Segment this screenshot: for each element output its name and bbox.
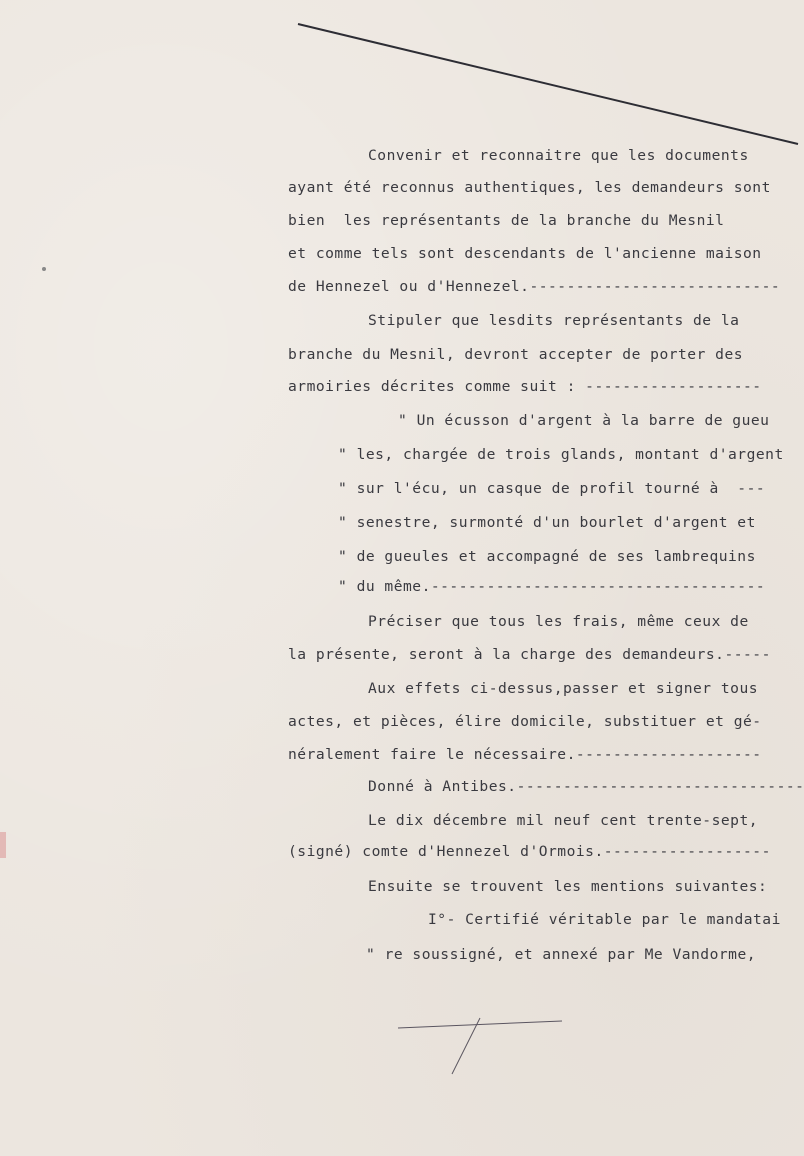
typed-line: Ensuite se trouvent les mentions suivantes: xyxy=(368,878,768,895)
typed-line: bien les représentants de la branche du Mesnil xyxy=(288,212,725,229)
typed-line: " de gueules et accompagné de ses lambrequins xyxy=(338,548,756,565)
typed-line: Le dix décembre mil neuf cent trente-sept, xyxy=(368,812,759,829)
typed-line: " senestre, surmonté d'un bourlet d'argent et xyxy=(338,514,756,531)
typed-line: la présente, seront à la charge des demandeurs.----- xyxy=(288,646,771,663)
typed-line: I°- Certifié véritable par le mandatai xyxy=(428,911,781,928)
typed-line: " les, chargée de trois glands, montant d'argent xyxy=(338,446,784,463)
typed-line: " re soussigné, et annexé par Me Vandorme, xyxy=(366,946,757,963)
typed-line: Aux effets ci-dessus,passer et signer tous xyxy=(368,680,759,697)
typed-line: et comme tels sont descendants de l'ancienne maison xyxy=(288,245,762,262)
typed-line: (signé) comte d'Hennezel d'Ormois.------------------ xyxy=(288,843,771,860)
typed-line: branche du Mesnil, devront accepter de porter des xyxy=(288,346,744,363)
typed-line: néralement faire le nécessaire.-------------------- xyxy=(288,746,762,763)
typed-line: " du même.------------------------------------ xyxy=(338,578,766,595)
typed-line: de Hennezel ou d'Hennezel.--------------------------- xyxy=(288,278,781,295)
typed-line: " Un écusson d'argent à la barre de gueu xyxy=(398,412,770,429)
typed-line: Préciser que tous les frais, même ceux de xyxy=(368,613,749,630)
typed-line: armoiries décrites comme suit : ------------------- xyxy=(288,378,762,395)
typed-line: Convenir et reconnaitre que les documents xyxy=(368,147,749,164)
typed-line: actes, et pièces, élire domicile, substituer et gé- xyxy=(288,713,762,730)
typed-line: ayant été reconnus authentiques, les demandeurs sont xyxy=(288,179,771,196)
typed-line: Donné à Antibes.------------------------------- xyxy=(368,778,804,795)
typed-line: " sur l'écu, un casque de profil tourné à --- xyxy=(338,480,766,497)
typed-line: Stipuler que lesdits représentants de la xyxy=(368,312,740,329)
